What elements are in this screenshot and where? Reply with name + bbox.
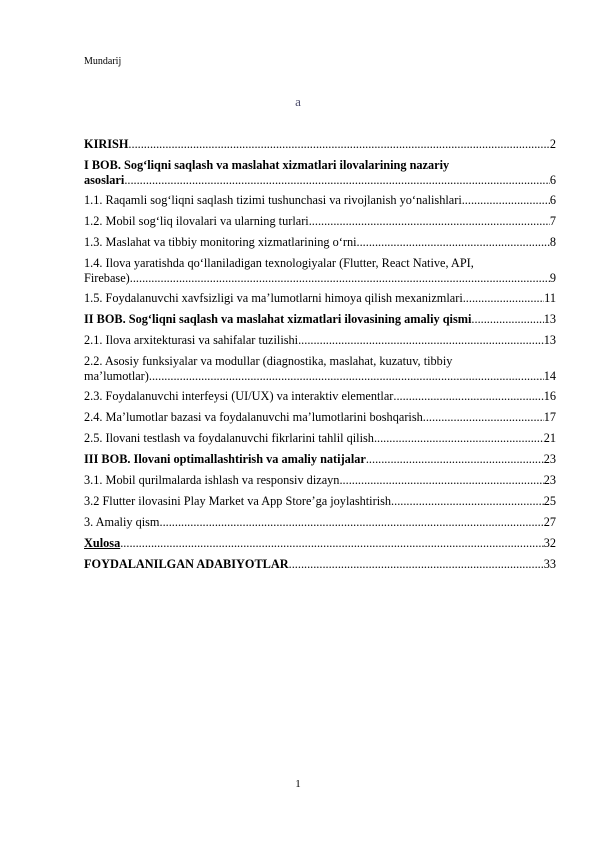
toc-entry-page: 23 <box>543 452 556 466</box>
toc-entry-page: 17 <box>543 410 556 424</box>
top-mark: a <box>295 94 301 109</box>
toc-entry[interactable] <box>84 494 556 509</box>
leader-dots <box>130 271 550 286</box>
leader-dots <box>391 494 544 509</box>
toc-entry[interactable] <box>84 354 556 384</box>
toc-entry-title: Firebase) <box>84 271 130 285</box>
toc-entry-page: 13 <box>543 312 556 326</box>
leader-dots <box>463 291 544 306</box>
leader-dots <box>149 369 544 384</box>
toc-entry[interactable] <box>84 312 556 327</box>
toc-entry[interactable] <box>84 410 556 425</box>
toc-entry-page: 8 <box>549 235 556 249</box>
toc-entry-page: 7 <box>549 214 556 228</box>
toc-entry[interactable] <box>84 389 556 404</box>
toc-entry-page: 6 <box>549 173 556 187</box>
toc-entry-title: 2.4. Ma’lumotlar bazasi va foydalanuvchi ma’lumotlarini boshqarish <box>84 410 423 424</box>
toc-entry[interactable] <box>84 515 556 530</box>
toc-entry-title: KIRISH <box>84 137 129 151</box>
toc-entry-title-line1: 1.4. Ilova yaratishda qo‘llaniladigan texnologiyalar (Flutter, React Native, API, <box>84 256 474 270</box>
toc-entry-title: II BOB. Sog‘liqni saqlash va maslahat xizmatlari ilovasining amaliy qismi <box>84 312 472 326</box>
leader-dots <box>298 333 544 348</box>
toc-entry-page: 21 <box>543 431 556 445</box>
leader-dots <box>128 137 549 152</box>
toc-entry-title: 3.2 Flutter ilovasini Play Market va App Store’ga joylashtirish <box>84 494 392 508</box>
toc-entry-title: asoslari <box>84 173 125 187</box>
toc-entry-page: 11 <box>544 291 556 305</box>
page-number: 1 <box>295 778 301 790</box>
toc-entry-page: 14 <box>543 369 556 383</box>
toc-entry[interactable] <box>84 137 556 152</box>
leader-dots <box>309 214 550 229</box>
toc-entry-title: ma’lumotlar) <box>84 369 149 383</box>
toc-entry[interactable] <box>84 291 556 306</box>
toc-entry-page: 9 <box>549 271 556 285</box>
toc-entry[interactable] <box>84 214 556 229</box>
toc-entry[interactable] <box>84 557 556 572</box>
toc-entry[interactable] <box>84 431 556 446</box>
toc-entry-title: Xulosa <box>84 536 121 550</box>
leader-dots <box>462 193 550 208</box>
toc-entry-title: 2.5. Ilovani testlash va foydalanuvchi fikrlarini tahlil qilish <box>84 431 374 445</box>
toc-entry-page: 6 <box>549 193 556 207</box>
leader-dots <box>366 452 544 467</box>
toc-entry-title: 1.3. Maslahat va tibbiy monitoring xizmatlarining o‘rni <box>84 235 357 249</box>
toc-entry[interactable] <box>84 158 556 188</box>
leader-dots <box>471 312 543 327</box>
toc-entry-page: 27 <box>543 515 556 529</box>
toc-entry-page: 23 <box>543 473 556 487</box>
toc-entry-page: 32 <box>543 536 556 550</box>
leader-dots <box>374 431 544 446</box>
toc-entry-title: 1.2. Mobil sog‘liq ilovalari va ularning turlari <box>84 214 309 228</box>
toc-entry-page: 25 <box>543 494 556 508</box>
leader-dots <box>357 235 550 250</box>
toc-entry-page: 2 <box>549 137 556 151</box>
leader-dots <box>289 557 544 572</box>
toc-entry[interactable] <box>84 193 556 208</box>
toc-entry-title: 1.5. Foydalanuvchi xavfsizligi va ma’lumotlarni himoya qilish mexanizmlari <box>84 291 463 305</box>
leader-dots <box>339 473 543 488</box>
toc-entry[interactable] <box>84 536 556 551</box>
leader-dots <box>423 410 544 425</box>
table-of-contents <box>84 137 556 578</box>
toc-entry-title-line1: 2.2. Asosiy funksiyalar va modullar (diagnostika, maslahat, kuzatuv, tibbiy <box>84 354 453 368</box>
toc-entry-title: 2.1. Ilova arxitekturasi va sahifalar tuzilishi <box>84 333 299 347</box>
leader-dots <box>160 515 544 530</box>
running-header: Mundarij <box>84 56 122 67</box>
toc-entry-title: III BOB. Ilovani optimallashtirish va amaliy natijalar <box>84 452 366 466</box>
toc-entry[interactable] <box>84 452 556 467</box>
toc-entry-title: 2.3. Foydalanuvchi interfeysi (UI/UX) va interaktiv elementlar <box>84 389 394 403</box>
toc-entry[interactable] <box>84 333 556 348</box>
toc-entry-title: 1.1. Raqamli sog‘liqni saqlash tizimi tushunchasi va rivojlanish yo‘nalishlari <box>84 193 462 207</box>
toc-entry-title: 3.1. Mobil qurilmalarda ishlash va responsiv dizayn <box>84 473 340 487</box>
toc-entry[interactable] <box>84 256 556 286</box>
toc-entry-page: 16 <box>543 389 556 403</box>
toc-entry-title: FOYDALANILGAN ADABIYOTLAR <box>84 557 289 571</box>
leader-dots <box>393 389 543 404</box>
toc-entry-title: 3. Amaliy qism <box>84 515 160 529</box>
toc-entry[interactable] <box>84 235 556 250</box>
toc-entry-page: 13 <box>543 333 556 347</box>
leader-dots <box>124 173 550 188</box>
toc-entry-page: 33 <box>543 557 556 571</box>
toc-entry[interactable] <box>84 473 556 488</box>
toc-entry-title-line1: I BOB. Sog‘liqni saqlash va maslahat xizmatlari ilovalarining nazariy <box>84 158 450 172</box>
leader-dots <box>120 536 543 551</box>
